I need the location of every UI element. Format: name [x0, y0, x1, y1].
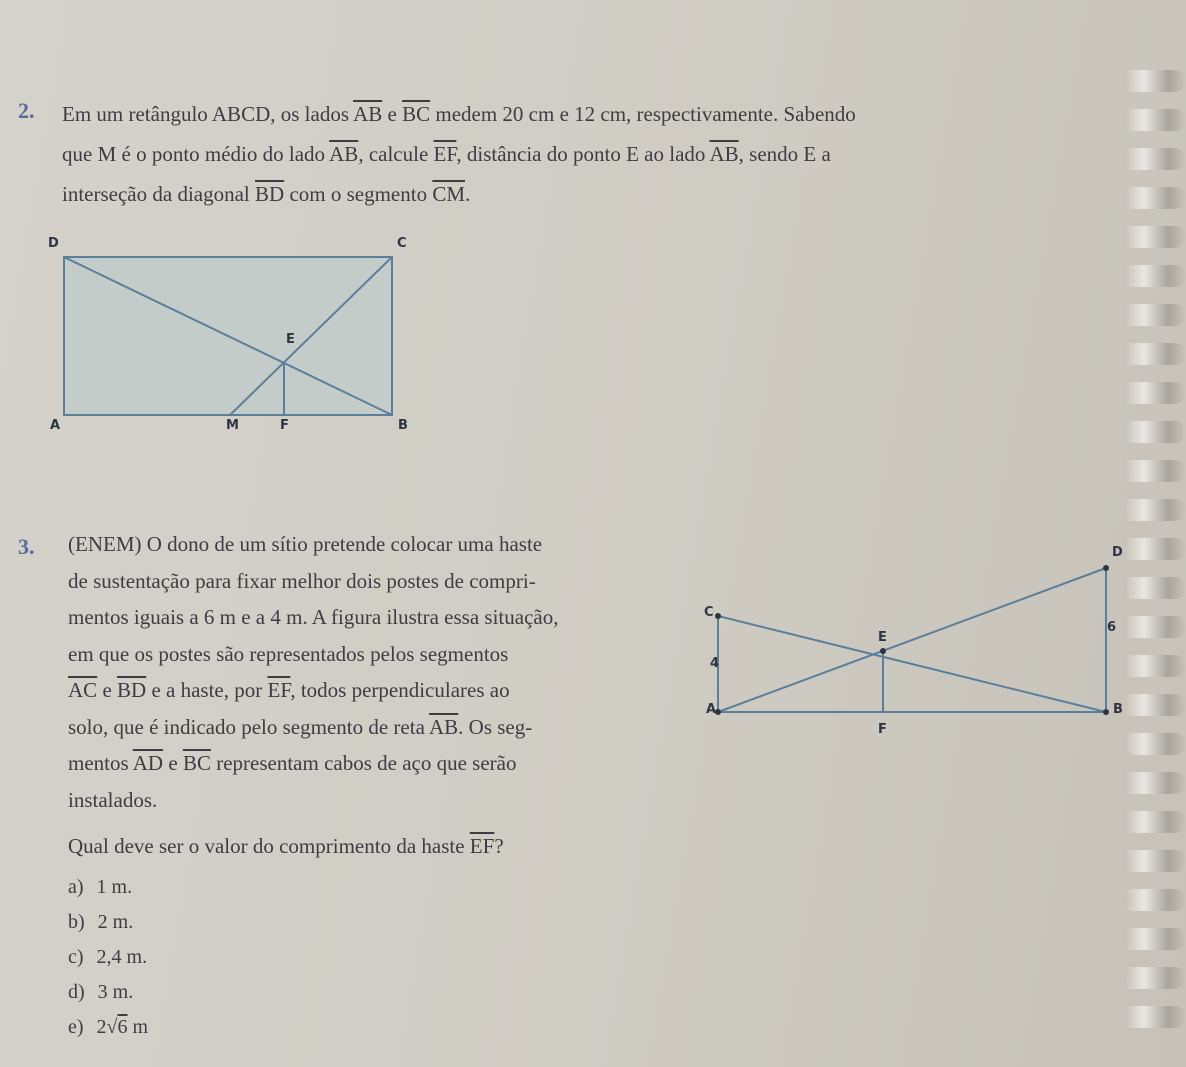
segment-name: $\overline{BD}$ — [117, 678, 147, 702]
text-run: solo, que é indicado pelo segmento de reta — [68, 714, 429, 739]
option-letter: e) — [68, 1016, 89, 1038]
option-text: 2,4 m. — [96, 946, 148, 968]
text-run: com o segmento — [284, 182, 433, 206]
text-line — [68, 569, 536, 594]
segment-name: $\overline{AB}$ — [329, 142, 359, 166]
q3-label-f: F — [878, 722, 887, 737]
segment-name: $\overline{AD}$ — [132, 751, 164, 775]
segment-name: $\overline{BC}$ — [182, 751, 211, 775]
text-run: Em um retângulo ABCD, os lados — [62, 102, 354, 126]
option-coefficient: 2 — [96, 1016, 107, 1038]
option-letter: d) — [68, 981, 90, 1003]
option-letter: c) — [68, 946, 89, 968]
text-run: instalados. — [68, 787, 158, 812]
text-run: mentos — [68, 751, 133, 775]
q2-label-m: M — [226, 418, 239, 433]
text-run: ? — [494, 834, 504, 858]
option-letter: b) — [68, 911, 90, 933]
question-3-figure — [700, 550, 1130, 740]
text-run: representam cabos de aço que serão — [210, 751, 517, 775]
text-line — [68, 715, 532, 740]
text-line — [68, 751, 516, 776]
q3-label-d: D — [1112, 545, 1123, 560]
text-run: e — [163, 751, 183, 775]
text-run: Qual deve ser o valor do comprimento da haste — [68, 834, 470, 858]
text-run: mentos iguais a 6 m e a 4 m. A figura ilustra essa situação, — [68, 605, 559, 629]
text-run: e — [382, 102, 403, 126]
option-radicand: 6 — [117, 1016, 128, 1038]
cable-ad — [718, 568, 1106, 712]
text-line — [68, 834, 504, 859]
question-3-number: 3. — [18, 534, 35, 559]
text-line — [68, 532, 542, 557]
option-unit: m — [127, 1016, 149, 1038]
answer-option[interactable] — [68, 876, 132, 899]
q2-label-c: C — [397, 236, 407, 251]
text-run: e a haste, por — [146, 678, 268, 702]
answer-option[interactable] — [68, 981, 133, 1004]
text-run: , calcule — [358, 142, 434, 166]
text-run: interseção da diagonal — [62, 182, 255, 206]
text-run: . — [465, 182, 471, 206]
segment-name: $\overline{BC}$ — [402, 102, 431, 126]
text-run: , todos perpendiculares ao — [290, 678, 510, 702]
q2-label-a: A — [50, 418, 61, 433]
q3-label-e: E — [878, 630, 887, 645]
segment-name: $\overline{AC}$ — [68, 678, 98, 702]
segment-name: $\overline{EF}$ — [433, 142, 457, 166]
q3-label-b: B — [1113, 702, 1123, 717]
q3-label-a: A — [706, 702, 717, 717]
text-run: de sustentação para fixar melhor dois postes de compri- — [68, 568, 536, 593]
text-line — [68, 788, 157, 813]
text-run: , sendo E a — [738, 142, 831, 166]
q2-label-f: F — [280, 418, 289, 433]
q2-label-e: E — [286, 332, 295, 347]
segment-name: $\overline{EF}$ — [469, 834, 495, 858]
q2-label-d: D — [48, 236, 59, 251]
segment-name: $\overline{AB}$ — [428, 714, 459, 739]
text-run: que M é o ponto médio do lado — [62, 142, 330, 166]
q3-label-six: 6 — [1107, 620, 1117, 635]
option-letter: a) — [68, 876, 89, 898]
option-text: 2 m. — [97, 911, 134, 933]
q3-label-c: C — [704, 605, 714, 620]
segment-name: $\overline{EF}$ — [267, 678, 291, 702]
q3-label-four: 4 — [710, 656, 720, 671]
segment-name: $\overline{AB}$ — [353, 102, 383, 126]
segment-name: $\overline{BD}$ — [255, 182, 285, 206]
text-line — [68, 678, 510, 703]
text-line — [62, 142, 831, 167]
option-text: 1 m. — [96, 876, 133, 898]
text-run: , distância do ponto E ao lado — [456, 142, 710, 166]
answer-option[interactable] — [68, 911, 133, 934]
text-run: em que os postes são representados pelos segmentos — [68, 641, 509, 666]
text-line — [62, 182, 470, 207]
text-run: . Os seg- — [458, 714, 533, 739]
text-line — [68, 605, 558, 630]
q2-label-b: B — [398, 418, 408, 433]
text-run: (ENEM) O dono de um sítio pretende colocar uma haste — [68, 532, 543, 556]
notebook-spiral — [1126, 70, 1186, 1060]
answer-option[interactable] — [68, 946, 147, 969]
segment-name: $\overline{CM}$ — [432, 182, 466, 206]
question-2-number: 2. — [18, 98, 35, 123]
option-text: 3 m. — [97, 981, 134, 1003]
sqrt-symbol: √ — [106, 1016, 118, 1038]
text-line — [68, 642, 508, 667]
question-2-figure — [40, 235, 460, 445]
text-run: e — [97, 678, 118, 702]
cable-bc — [718, 616, 1106, 712]
segment-name: $\overline{AB}$ — [709, 142, 739, 166]
text-run: medem 20 cm e 12 cm, respectivamente. Sabendo — [430, 102, 856, 126]
text-line — [62, 102, 856, 127]
answer-option[interactable] — [68, 1016, 148, 1039]
